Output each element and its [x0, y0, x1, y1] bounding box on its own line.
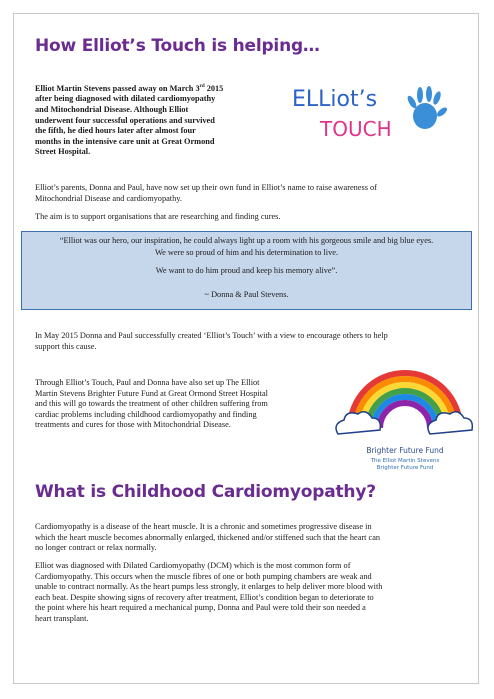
intro-line: after being diagnosed with dilated cardiomyopathy: [35, 94, 216, 104]
fund-line: Elliot’s parents, Donna and Paul, have now set up their own fund in Elliot’s name to raise awareness of: [35, 183, 377, 192]
intro-line: the fifth, he died hours later after almost four: [35, 126, 196, 136]
aim-paragraph: The aim is to support organisations that are researching and finding cures.: [35, 212, 281, 221]
quote-box: [21, 231, 472, 310]
cm1-line: Cardiomyopathy is a disease of the heart muscle. It is a chronic and sometimes progressive disease in: [35, 522, 372, 531]
bff-subtitle: [340, 458, 470, 472]
intro-paragraph: [35, 82, 285, 158]
cm2-line: Cardiomyopathy. This occurs when the muscle fibres of one or both pumping chambers are weak and: [35, 571, 372, 581]
logo-elliot-text: ELLiot’s: [292, 87, 378, 112]
created-line: support this cause.: [35, 341, 97, 351]
bff-line: and this will go towards the treatment of other children suffering from: [35, 399, 268, 409]
rainbow-logo: [332, 362, 478, 444]
cm2-line: each beat. Despite showing signs of recovery after treatment, Elliot’s condition began to deteriorate to: [35, 592, 374, 602]
cm2-line: heart transplant.: [35, 613, 89, 623]
bff-line: treatments and cures for those with Mitochondrial Disease.: [35, 420, 231, 430]
cm-paragraph-1: [35, 522, 465, 554]
fund-line: Mitochondrial Disease and cardiomyopathy.: [35, 193, 182, 203]
quote-line-1: “Elliot was our hero, our inspiration, he could always light up a room with his gorgeous smile and big blue eyes.: [59, 236, 434, 245]
bff-subtitle-line: The Elliot Martin Stevens: [370, 458, 440, 464]
cm1-line: which the heart muscle becomes abnormally enlarged, thickened and/or stiffened such that the heart can: [35, 532, 381, 542]
fund-paragraph: [35, 183, 465, 204]
quote-line-2: We were so proud of him and his determination to live.: [155, 248, 338, 257]
heading-how-helping: How Elliot’s Touch is helping…: [35, 36, 320, 56]
bff-line: cardiac problems including childhood cardiomyopathy and finding: [35, 409, 257, 419]
bff-line: Martin Stevens Brighter Future Fund at Great Ormond Street Hospital: [35, 388, 268, 398]
created-line: In May 2015 Donna and Paul successfully created ‘Elliot’s Touch’ with a view to encourage others to help: [35, 331, 388, 340]
created-paragraph: [35, 331, 465, 352]
bff-line: Through Elliot’s Touch, Paul and Donna have also set up The Elliot: [35, 378, 260, 387]
intro-line: months in the intensive care unit at Great Ormond: [35, 136, 215, 146]
bff-paragraph: [35, 378, 325, 431]
handprint-icon: [406, 86, 449, 129]
elliots-touch-logo: [290, 80, 450, 144]
cloud-icon: [336, 412, 472, 434]
intro-line: Elliot Martin Stevens passed away on March 3rd 2015: [35, 83, 224, 93]
intro-line: Street Hospital.: [35, 147, 91, 157]
intro-line: underwent four successful operations and survived: [35, 115, 215, 125]
quote-line-3: We want to do him proud and keep his memory alive”.: [155, 266, 338, 275]
heading-what-is-cm: What is Childhood Cardiomyopathy?: [35, 482, 376, 502]
cm2-line: the point where his heart required a mechanical pump, Donna and Paul were told their son needed a: [35, 603, 366, 613]
bff-title: Brighter Future Fund: [366, 446, 444, 455]
bff-subtitle-line: Brighter Future Fund: [376, 465, 434, 471]
cm1-line: no longer contract or relax normally.: [35, 543, 157, 553]
logo-touch-text: TOUCH: [320, 117, 392, 141]
cm-paragraph-2: [35, 561, 465, 625]
cm2-line: Elliot was diagnosed with Dilated Cardiomyopathy (DCM) which is the most common form of: [35, 561, 351, 570]
quote-signature: ~ Donna & Paul Stevens.: [204, 290, 289, 299]
cm2-line: unable to contract normally. As the heart pumps less strongly, it enlarges to help deliver more blood with: [35, 582, 383, 592]
intro-line: and Mitochondrial Disease. Although Elliot: [35, 104, 189, 114]
